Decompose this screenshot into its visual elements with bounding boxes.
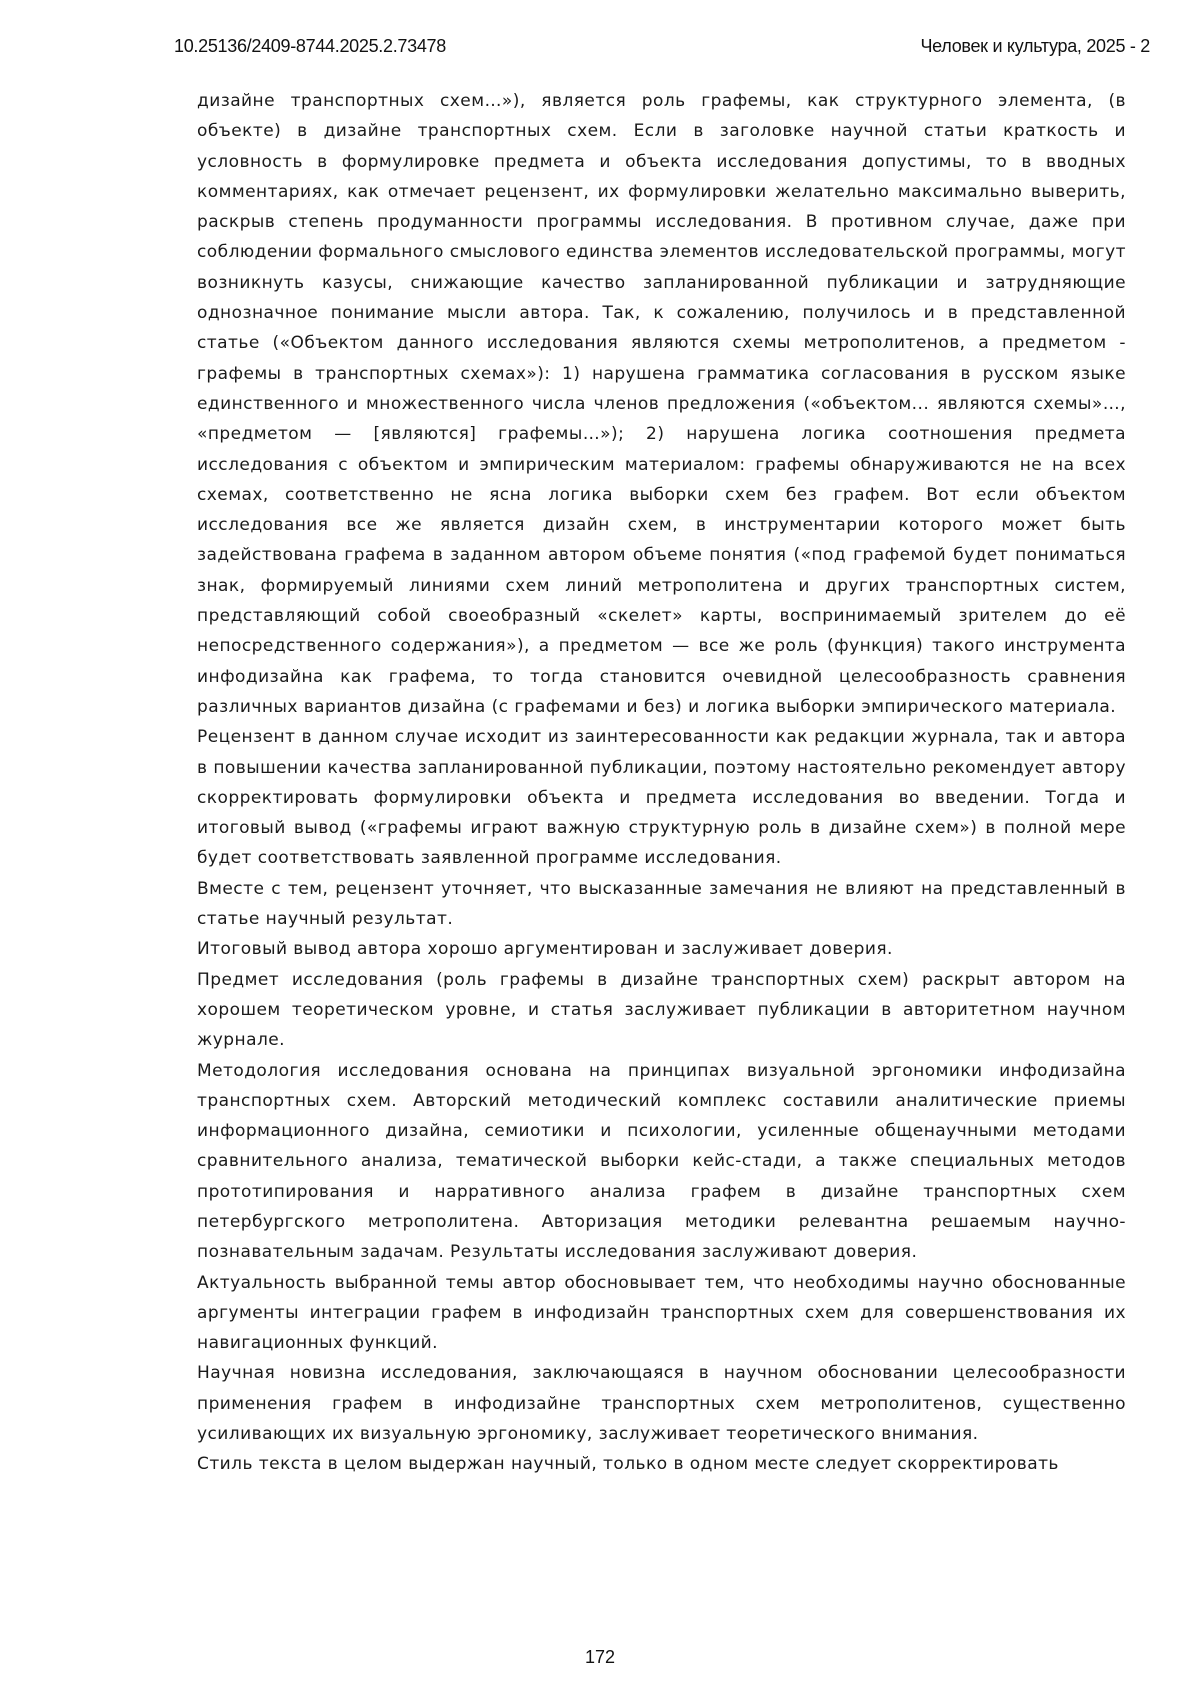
paragraph: Стиль текста в целом выдержан научный, только в одном месте следует скорректировать bbox=[197, 1454, 1059, 1475]
paragraph: Итоговый вывод автора хорошо аргументирован и заслуживает доверия. bbox=[197, 939, 893, 960]
doi-text: 10.25136/2409-8744.2025.2.73478 bbox=[174, 36, 446, 56]
page-number: 172 bbox=[584, 1647, 616, 1667]
paragraph: дизайне транспортных схем…»), является роль графемы, как структурного элемента, (в объекте) в дизайне транспортных схем. Если в заголовке научной статьи краткость и условность в формулировке предмета и объекта исследования допустимы, то в вводных комментариях, как отмечает рецензент, их формулировки желательно максимально выверить, раскрыв степень продуманности программы исследования. В противном случае, даже при соблюдении формального смыслового единства элементов исследовательской программы, могут возникнуть казусы, снижающие качество запланированной публикации и затрудняющие однозначное понимание мысли автора. Так, к сожалению, получилось и в представленной статье («Объектом данного исследования являются схемы метрополитенов, а предметом - графемы в транспортных схемах»): 1) нарушена грамматика согласования в русском языке единственного и множественного числа членов предложения («объектом... являются схемы»…, «предметом — [являются] графемы…»); 2) нарушена логика соотношения предмета исследования с объектом и эмпирическим материалом: графемы обнаруживаются не на всех схемах, соответственно не ясна логика выборки схем без графем. Вот если объектом исследования все же является дизайн схем, в инструментарии которого может быть задействована графема в заданном автором объеме понятия («под графемой будет пониматься знак, формируемый линиями схем линий метрополитена и других транспортных систем, представляющий собой своеобразный «скелет» карты, воспринимаемый зрителем до её непосредственного содержания»), а предметом — все же роль (функция) такого инструмента инфодизайна как графема, то тогда становится очевидной целесообразность сравнения различных вариантов дизайна (с графемами и без) и логика выборки эмпирического материала. bbox=[197, 91, 1126, 717]
review-body bbox=[197, 86, 1126, 1480]
paragraph: Рецензент в данном случае исходит из заинтересованности как редакции журнала, так и автора в повышении качества запланированной публикации, поэтому настоятельно рекомендует автору скорректировать формулировки объекта и предмета исследования во введении. Тогда и итоговый вывод («графемы играют важную структурную роль в дизайне схем») в полной мере будет соответствовать заявленной программе исследования. bbox=[197, 727, 1126, 869]
paragraph: Научная новизна исследования, заключающаяся в научном обосновании целесообразности применения графем в инфодизайне транспортных схем метрополитенов, существенно усиливающих их визуальную эргономику, заслуживает теоретического внимания. bbox=[197, 1363, 1126, 1445]
paragraph: Предмет исследования (роль графемы в дизайне транспортных схем) раскрыт автором на хорошем теоретическом уровне, и статья заслуживает публикации в авторитетном научном журнале. bbox=[197, 969, 1126, 1051]
page-header bbox=[174, 36, 1150, 60]
paragraph: Методология исследования основана на принципах визуальной эргономики инфодизайна транспортных схем. Авторский методический комплекс составили аналитические приемы информационного дизайна, семиотики и психологии, усиленные общенаучными методами сравнительного анализа, тематической выборки кейс-стади, а также специальных методов прототипирования и нарративного анализа графем в дизайне транспортных схем петербургского метрополитена. Авторизация методики релевантна решаемым научно-познавательным задачам. Результаты исследования заслуживают доверия. bbox=[197, 1060, 1126, 1263]
paragraph: Вместе с тем, рецензент уточняет, что высказанные замечания не влияют на представленный в статье научный результат. bbox=[197, 878, 1126, 930]
journal-title: Человек и культура, 2025 - 2 bbox=[920, 36, 1150, 56]
paragraph: Актуальность выбранной темы автор обосновывает тем, что необходимы научно обоснованные аргументы интеграции графем в инфодизайн транспортных схем для совершенствования их навигационных функций. bbox=[197, 1272, 1126, 1354]
